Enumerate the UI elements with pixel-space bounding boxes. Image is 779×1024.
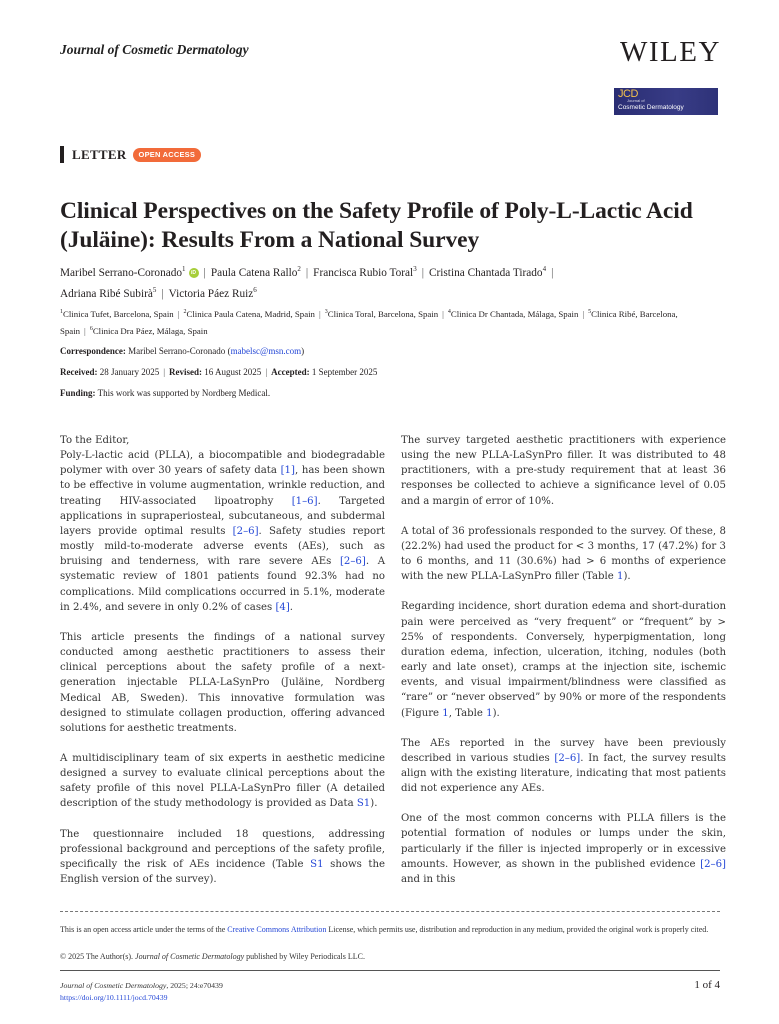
footer-dashed-divider	[60, 911, 720, 912]
orcid-icon[interactable]: iD	[189, 268, 199, 278]
correspondence-label: Correspondence:	[60, 346, 126, 356]
revised-label: Revised:	[169, 367, 203, 377]
citation-link[interactable]: [2–6]	[232, 525, 259, 537]
correspondence: Correspondence: Maribel Serrano-Coronado (mabelsc@msn.com)	[60, 346, 305, 356]
citation-link[interactable]: [2–6]	[554, 752, 581, 764]
affil-separator: |	[442, 308, 444, 319]
text: , has been shown to be effective in volume augmentation, wrinkle reduction, and treating HIV-associated lipoatrophy	[60, 465, 385, 507]
funding-text: This work was supported by Nordberg Medical.	[97, 388, 271, 398]
citation-link[interactable]: [2–6]	[700, 858, 726, 870]
author-name[interactable]: Francisca Rubio Toral	[313, 266, 414, 279]
doi-link[interactable]: https://doi.org/10.1111/jocd.70439	[60, 993, 168, 1002]
author-separator: |	[161, 288, 164, 301]
author-name[interactable]: Cristina Chantada Tirado	[428, 266, 543, 279]
paragraph	[60, 751, 385, 812]
citation-link[interactable]: [1]	[280, 465, 295, 477]
text: .	[289, 601, 293, 613]
text: A total of 36 professionals responded to the survey. Of these, 8 (22.2%) had used the product for < 3 months, 17 (47.2%) for 3 to 6 months, and 11 (30.6%) had > 6 months of experience with the new PLLA-LaSynPro filler (Table	[401, 525, 726, 583]
journal-logo-abbrev: JCD	[618, 88, 638, 100]
received-date: 28 January 2025	[99, 367, 160, 377]
journal-logo-small: Journal of	[627, 98, 645, 103]
text: . In fact, the survey results align with the existing literature, indicating that most patients did not experience any AEs.	[401, 752, 726, 795]
citation-journal: Journal of Cosmetic Dermatology	[60, 981, 167, 990]
text: . Targeted applications in supraperiosteal, subcutaneous, and subdermal layers provide optimal results	[60, 495, 385, 537]
text: A multidisciplinary team of six experts in aesthetic medicine designed a survey to evaluate clinical perceptions about the safety profile of this novel PLLA-LaSynPro filler (A detailed description of the study methodology is provided as Data	[60, 752, 385, 810]
text: shows the English version of the survey).	[60, 858, 385, 886]
open-access-badge: OPEN ACCESS	[133, 148, 202, 162]
accepted-label: Accepted:	[271, 367, 310, 377]
salutation-text: To the Editor,	[60, 435, 130, 446]
citation-volume: , 2025; 24:e70439	[166, 981, 223, 990]
funding	[60, 388, 720, 398]
affil-sup: 3	[324, 309, 328, 315]
affiliation: Clinica Ribé, Barcelona, Spain	[60, 308, 678, 337]
article-dates	[60, 367, 720, 377]
copyright-journal: Journal of Cosmetic Dermatology	[135, 952, 245, 961]
author-separator: |	[203, 266, 206, 279]
paragraph	[401, 524, 726, 585]
paragraph	[401, 736, 726, 797]
paragraph: The survey targeted aesthetic practitioners with experience using the new PLLA-LaSynPro filler. It was distributed to 48 practitioners, with a pre-study requirement that at least 36 responses be collected to achieve a significance level of 0.05 and a margin of error of 10%.	[401, 435, 726, 507]
author-list	[60, 261, 720, 304]
affil-separator: |	[177, 308, 180, 319]
paragraph	[401, 811, 726, 887]
journal-logo[interactable]	[614, 88, 718, 115]
affil-sup: 4	[447, 309, 451, 315]
affil-separator: |	[582, 308, 585, 319]
affiliation: Clinica Paula Catena, Madrid, Spain	[186, 308, 315, 319]
copyright-text: © 2025 The Author(s).	[60, 952, 136, 961]
cc-license-link[interactable]: Creative Commons Attribution	[227, 925, 327, 934]
citation-info	[60, 980, 223, 1004]
affil-separator: |	[318, 308, 321, 319]
text: Regarding incidence, short duration edema and short-duration pain were perceived as “very frequent” or “frequent” by > 25% of respondents. Conversely, hyperpigmentation, long duration edema, infection, ulceration, itching, nodules (both early and late onset), cramps at the injection site, ischemic events, and visual impairment/blindness were classified as “rare” or “never observed” by 90% or more of the respondents (Figure	[401, 601, 726, 719]
affiliation: Clinica Dr Chantada, Málaga, Spain	[450, 308, 579, 319]
body-left-column	[60, 433, 385, 902]
paragraph	[401, 599, 726, 720]
text: Poly-L-lactic acid (PLLA), a biocompatible and biodegradable polymer with over 30 years of safety data	[60, 450, 385, 477]
text: . A systematic review of 1801 patients found 92.3% had no complications. Mild complications occurred in 5.1%, moderate in 2.4%, and severe in only 0.2% of cases	[60, 556, 386, 613]
author-affil-sup: 3	[413, 265, 417, 273]
wiley-logo[interactable]: WILEY	[620, 36, 721, 68]
affiliation: Clinica Toral, Barcelona, Spain	[327, 308, 439, 319]
license-text: License, which permits use, distribution and reproduction in any medium, provided the original work is properly cited.	[326, 925, 709, 934]
affiliations	[60, 305, 720, 340]
author-name[interactable]: Adriana Ribé Subirà	[60, 288, 153, 301]
author-separator: |	[551, 266, 554, 279]
paragraph: This article presents the findings of a national survey conducted among aesthetic practitioners to assess their clinical perceptions about the safety profile of a next-generation injectable PLLA-LaSynPro (Juläine, Nordberg Medical AB, Sweden). This innovative formulation was designed to stimulate collagen production, offering advanced solutions for aesthetic treatments.	[60, 631, 385, 734]
table-link[interactable]: 1	[616, 571, 624, 583]
author-affil-sup: 6	[253, 286, 257, 295]
paragraph	[60, 448, 385, 615]
author-separator: |	[305, 266, 309, 279]
author-name[interactable]: Paula Catena Rallo	[210, 266, 298, 279]
author-affil-sup: 5	[152, 286, 157, 295]
text: One of the most common concerns with PLLA fillers is the potential formation of nodules or lumps under the skin, particularly if the filler is injected improperly or in excessive amounts. However, as shown in the published evidence	[401, 813, 726, 870]
article-type-bar	[60, 146, 64, 163]
citation-link[interactable]: [1–6]	[291, 495, 318, 507]
page-number: 1 of 4	[694, 979, 720, 991]
author-separator: |	[421, 266, 424, 279]
date-separator: |	[265, 367, 268, 377]
license-notice	[60, 923, 720, 937]
author-name[interactable]: Maribel Serrano-Coronado	[60, 266, 183, 279]
funding-label: Funding:	[60, 388, 96, 398]
revised-date: 16 August 2025	[204, 367, 262, 377]
affil-separator: |	[84, 326, 86, 337]
paragraph	[60, 827, 385, 888]
author-affil-sup: 1	[182, 265, 186, 273]
affil-sup: 2	[183, 309, 187, 315]
license-text: This is an open access article under the terms of the	[60, 925, 228, 934]
text: ).	[370, 798, 378, 810]
affil-sup: 5	[588, 309, 592, 315]
figure-link[interactable]: 1	[442, 707, 449, 719]
article-title: Clinical Perspectives on the Safety Profile of Poly-L-Lactic Acid (Juläine): Results From a National Survey	[60, 198, 693, 253]
salutation	[60, 433, 385, 448]
correspondence-name: Maribel Serrano-Coronado	[128, 346, 226, 356]
text: , Table	[448, 707, 487, 719]
supplement-link[interactable]: S1	[310, 858, 324, 870]
author-name[interactable]: Victoria Páez Ruiz	[168, 288, 254, 301]
citation-link[interactable]: [2–6]	[339, 556, 366, 568]
text: The AEs reported in the survey have been previously described in various studies	[401, 737, 726, 764]
text: ).	[623, 571, 631, 583]
text: and in this	[401, 873, 456, 885]
copyright-notice	[60, 952, 720, 961]
copyright-text: published by Wiley Periodicals LLC.	[244, 952, 366, 961]
footer-divider	[60, 970, 720, 971]
received-label: Received:	[60, 367, 98, 377]
affiliation: Clinica Tufet, Barcelona, Spain	[63, 308, 174, 319]
accepted-date: 1 September 2025	[311, 367, 378, 377]
date-separator: |	[163, 367, 166, 377]
article-type	[60, 146, 201, 163]
citation-link[interactable]: [4]	[275, 601, 290, 613]
affiliation: Clinica Dra Páez, Málaga, Spain	[92, 326, 208, 337]
journal-name: Journal of Cosmetic Dermatology	[60, 42, 249, 57]
supplement-link[interactable]: S1	[356, 798, 371, 810]
body-right-column	[401, 433, 726, 902]
text: The questionnaire included 18 questions, addressing professional background and perceptions of the safety profile, specifically the risk of AEs incidence (Table	[60, 828, 385, 870]
author-affil-sup: 2	[297, 265, 301, 273]
table-link[interactable]: 1	[486, 707, 493, 719]
author-affil-sup: 4	[542, 265, 547, 273]
correspondence-email-link[interactable]: mabelsc@msn.com	[230, 346, 302, 356]
text: ).	[492, 707, 500, 719]
journal-logo-subtitle: Cosmetic Dermatology	[618, 104, 684, 111]
affil-sup: 1	[60, 309, 63, 315]
article-type-label: LETTER	[72, 146, 127, 162]
text: . Safety studies report mostly mild-to-moderate adverse events (AEs), such as bruising and tenderness, with rare severe AEs	[60, 525, 385, 568]
affil-sup: 6	[89, 326, 93, 333]
